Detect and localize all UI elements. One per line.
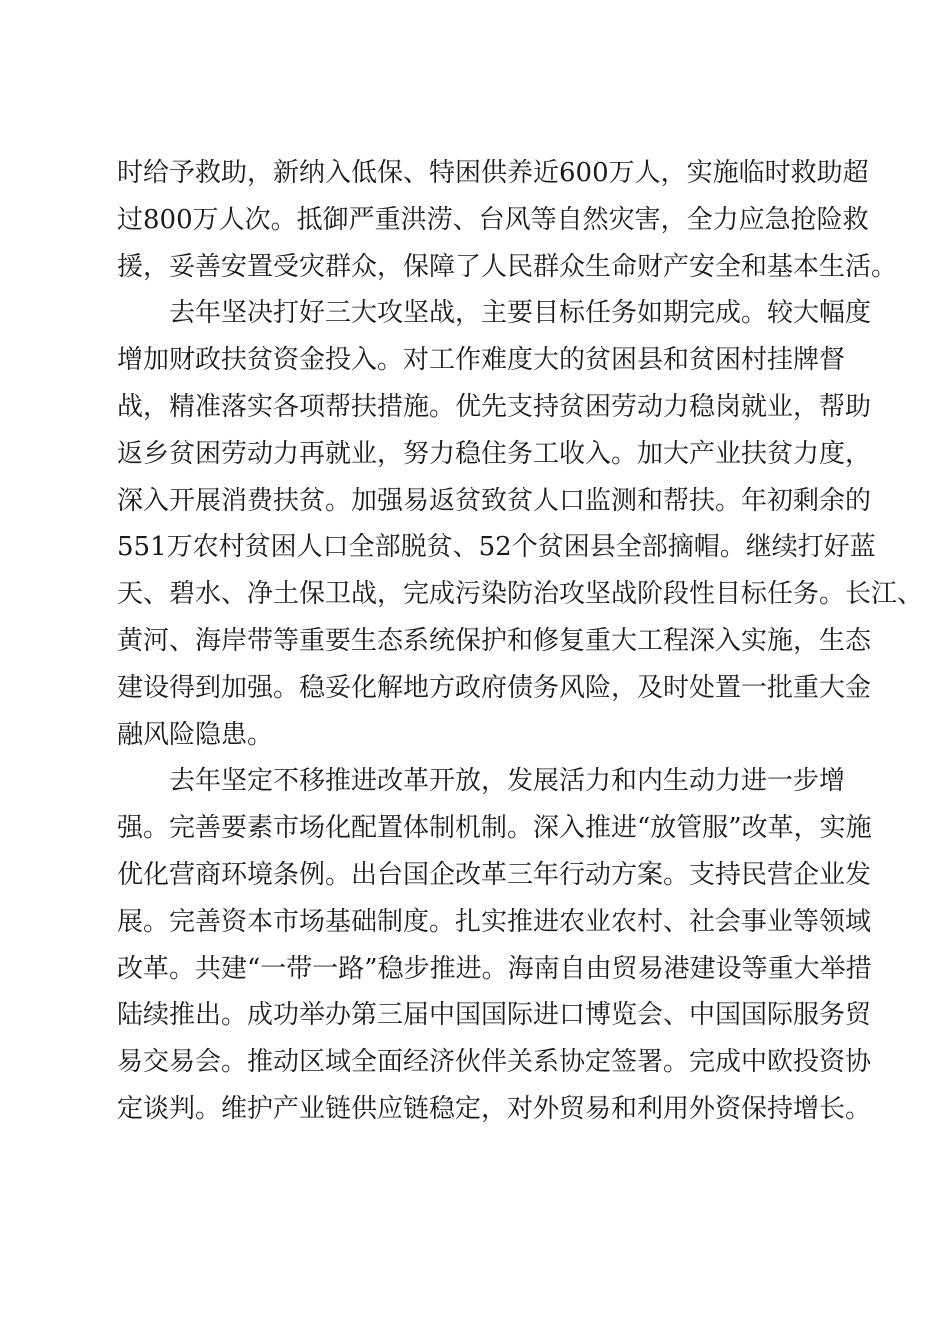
paragraph-2-line-3: 战，精准落实各项帮扶措施。优先支持贫困劳动力稳岗就业，帮助 [117,391,872,422]
paragraph-2-line-8: 黄河、海岸带等重要生态系统保护和修复重大工程深入实施，生态 [117,625,872,656]
paragraph-2-line-1: 去年坚决打好三大攻坚战，主要目标任务如期完成。较大幅度 [169,298,872,329]
paragraph-1-line-2: 过800万人次。抵御严重洪涝、台风等自然灾害，全力应急抢险救 [117,204,869,235]
paragraph-3-line-1: 去年坚定不移推进改革开放，发展活力和内生动力进一步增 [169,766,846,797]
paragraph-3-line-2: 强。完善要素市场化配置体制机制。深入推进“放管服”改革，实施 [117,813,872,844]
paragraph-3-line-7: 易交易会。推动区域全面经济伙伴关系协定签署。完成中欧投资协 [117,1047,872,1078]
paragraph-1-line-3: 援，妥善安置受灾群众，保障了人民群众生命财产安全和基本生活。 [117,251,898,282]
paragraph-3-line-5: 改革。共建“一带一路”稳步推进。海南自由贸易港建设等重大举措 [117,953,872,984]
document-body [117,150,924,1133]
paragraph-2-line-2: 增加财政扶贫资金投入。对工作难度大的贫困县和贫困村挂牌督 [117,345,846,376]
paragraph-2-line-6: 551万农村贫困人口全部脱贫、52个贫困县全部摘帽。继续打好蓝 [117,532,876,563]
paragraph-2-line-4: 返乡贫困劳动力再就业，努力稳住务工收入。加大产业扶贫力度， [117,438,872,469]
paragraph-2-line-9: 建设得到加强。稳妥化解地方政府债务风险，及时处置一批重大金 [117,672,872,703]
paragraph-3-line-8: 定谈判。维护产业链供应链稳定，对外贸易和利用外资保持增长。 [117,1093,872,1124]
paragraph-2-line-7: 天、碧水、净土保卫战，完成污染防治攻坚战阶段性目标任务。长江、 [117,579,924,610]
paragraph-2-line-10: 融风险隐患。 [117,719,274,750]
paragraph-3-line-4: 展。完善资本市场基础制度。扎实推进农业农村、社会事业等领域 [117,906,872,937]
paragraph-2-line-5: 深入开展消费扶贫。加强易返贫致贫人口监测和帮扶。年初剩余的 [117,485,872,516]
paragraph-3-line-3: 优化营商环境条例。出台国企改革三年行动方案。支持民营企业发 [117,859,872,890]
paragraph-3-line-6: 陆续推出。成功举办第三届中国国际进口博览会、中国国际服务贸 [117,1000,872,1031]
paragraph-1-line-1: 时给予救助，新纳入低保、特困供养近600万人，实施临时救助超 [117,158,869,188]
